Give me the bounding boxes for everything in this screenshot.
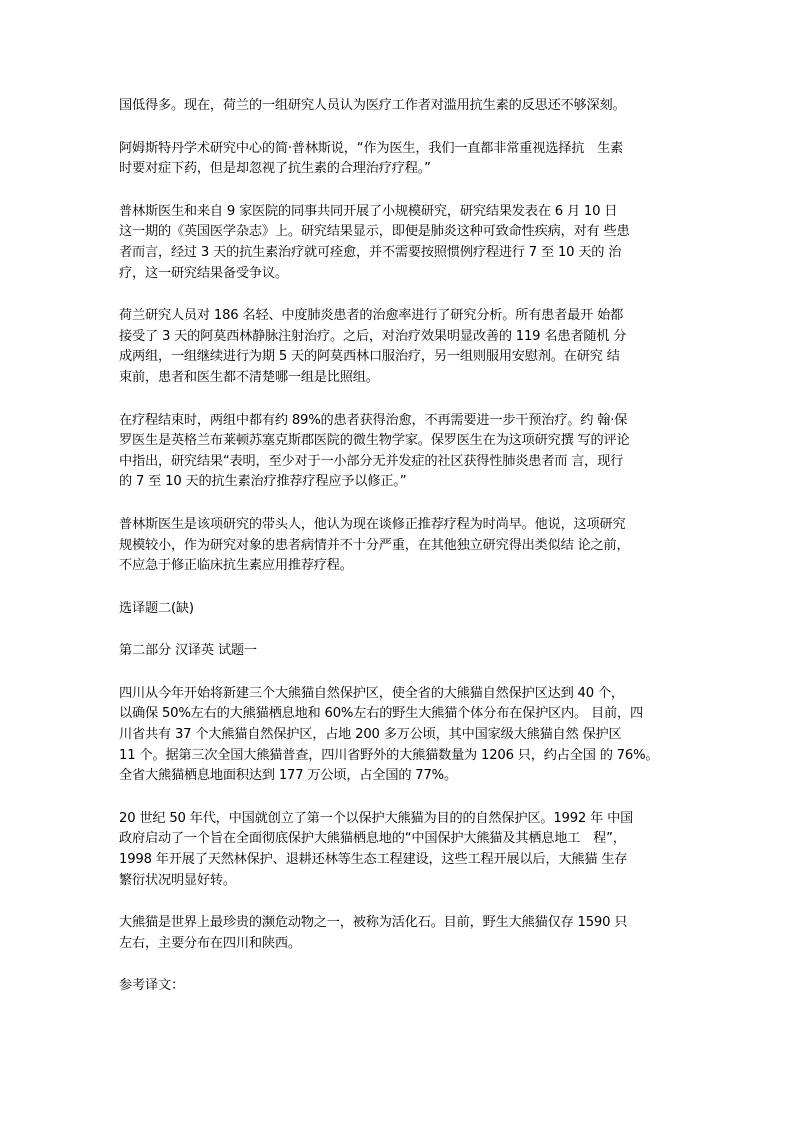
section-heading-reference-translation (119, 976, 679, 997)
text-line: 普林斯医生是该项研究的带头人，他认为现在谈修正推荐疗程为时尚早。他说，这项研究 (119, 516, 626, 532)
text-line: 11 个。据第三次全国大熊猫普查，四川省野外的大熊猫数量为 1206 只，约占全国 的 76%。 (119, 747, 659, 763)
text-line: 罗医生是英格兰布莱顿苏塞克斯郡医院的微生物学家。保罗医生在为这项研究撰 写的评论 (119, 433, 630, 449)
paragraph-sichuan-reserves (119, 684, 679, 787)
text-line: 者而言，经过 3 天的抗生素治疗就可痊愈，并不需要按照惯例疗程进行 7 至 10 天的 治 (119, 244, 622, 260)
text-line: 中指出，研究结果“表明，至少对于一小部分无并发症的社区获得性肺炎患者而 言，现行 (119, 453, 624, 469)
text-line: 阿姆斯特丹学术研究中心的简·普林斯说，“作为医生，我们一直都非常重视选择抗 生素 (119, 140, 624, 156)
text-line: 束前，患者和医生都不清楚哪一组是比照组。 (119, 369, 379, 385)
text-line: 20 世纪 50 年代，中国就创立了第一个以保护大熊猫为目的的自然保护区。1992 年 中国 (119, 810, 634, 826)
text-line: 川省共有 37 个大熊猫自然保护区，占地 200 多万公顷，其中国家级大熊猫自然 保护区 (119, 727, 622, 743)
text-line: 的 7 至 10 天的抗生素治疗推荐疗程应予以修正。” (119, 474, 407, 490)
heading-text: 选译题二(缺) (119, 600, 194, 616)
paragraph-antibiotic-intro (119, 96, 679, 117)
text-line: 左右，主要分布在四川和陕西。 (119, 935, 301, 951)
text-line: 1998 年开展了天然林保护、退耕还林等生态工程建设，这些工程开展以后，大熊猫 生存 (119, 852, 628, 868)
text-line: 政府启动了一个旨在全面彻底保护大熊猫栖息地的“中国保护大熊猫及其栖息地工 程”， (119, 831, 626, 847)
text-line: 全省大熊猫栖息地面积达到 177 万公顷，占全国的 77%。 (119, 768, 457, 784)
heading-text: 参考译文： (119, 978, 184, 994)
text-line: 荷兰研究人员对 186 名轻、中度肺炎患者的治愈率进行了研究分析。所有患者最开 始都 (119, 308, 624, 324)
text-line: 这一期的《英国医学杂志》上。研究结果显示，即便是肺炎这种可致命性疾病，对有 些患 (119, 224, 630, 240)
text-line: 在疗程结束时，两组中都有约 89%的患者获得治愈，不再需要进一步干预治疗。约 翰·保 (119, 412, 628, 428)
document-page (119, 96, 679, 1019)
text-line: 四川从今年开始将新建三个大熊猫自然保护区，使全省的大熊猫自然保护区达到 40 个， (119, 685, 624, 701)
text-line: 大熊猫是世界上最珍贵的濒危动物之一，被称为活化石。目前，野生大熊猫仅存 1590 只 (119, 915, 628, 931)
paragraph-prins-caution (119, 515, 679, 577)
text-line: 疗，这一研究结果备受争议。 (119, 265, 288, 281)
paragraph-study-method (119, 306, 679, 388)
paragraph-prins-quote (119, 139, 679, 180)
text-line: 繁衍状况明显好转。 (119, 872, 236, 888)
text-line: 普林斯医生和来自 9 家医院的同事共同开展了小规模研究，研究结果发表在 6 月 10 日 (119, 203, 618, 219)
text-line: 以确保 50%左右的大熊猫栖息地和 60%左右的野生大熊猫个体分布在保护区内。 目前，四 (119, 706, 643, 722)
paragraph-study-published (119, 202, 679, 284)
text-line: 国低得多。现在，荷兰的一组研究人员认为医疗工作者对滥用抗生素的反思还不够深刻。 (119, 98, 626, 113)
heading-text: 第二部分 汉译英 试题一 (119, 643, 257, 659)
text-line: 接受了 3 天的阿莫西林静脉注射治疗。之后，对治疗效果明显改善的 119 名患者随机 分 (119, 328, 627, 344)
paragraph-history (119, 809, 679, 891)
paragraph-study-results (119, 411, 679, 493)
text-line: 时要对症下药，但是却忽视了抗生素的合理治疗疗程。” (119, 161, 431, 177)
paragraph-panda-status (119, 913, 679, 954)
text-line: 成两组，一组继续进行为期 5 天的阿莫西林口服治疗，另一组则服用安慰剂。在研究 结 (119, 349, 620, 365)
section-heading-missing (119, 599, 679, 620)
section-heading-part-two (119, 641, 679, 662)
text-line: 不应急于修正临床抗生素应用推荐疗程。 (119, 558, 353, 574)
text-line: 规模较小，作为研究对象的患者病情并不十分严重，在其他独立研究得出类似结 论之前， (119, 537, 630, 553)
